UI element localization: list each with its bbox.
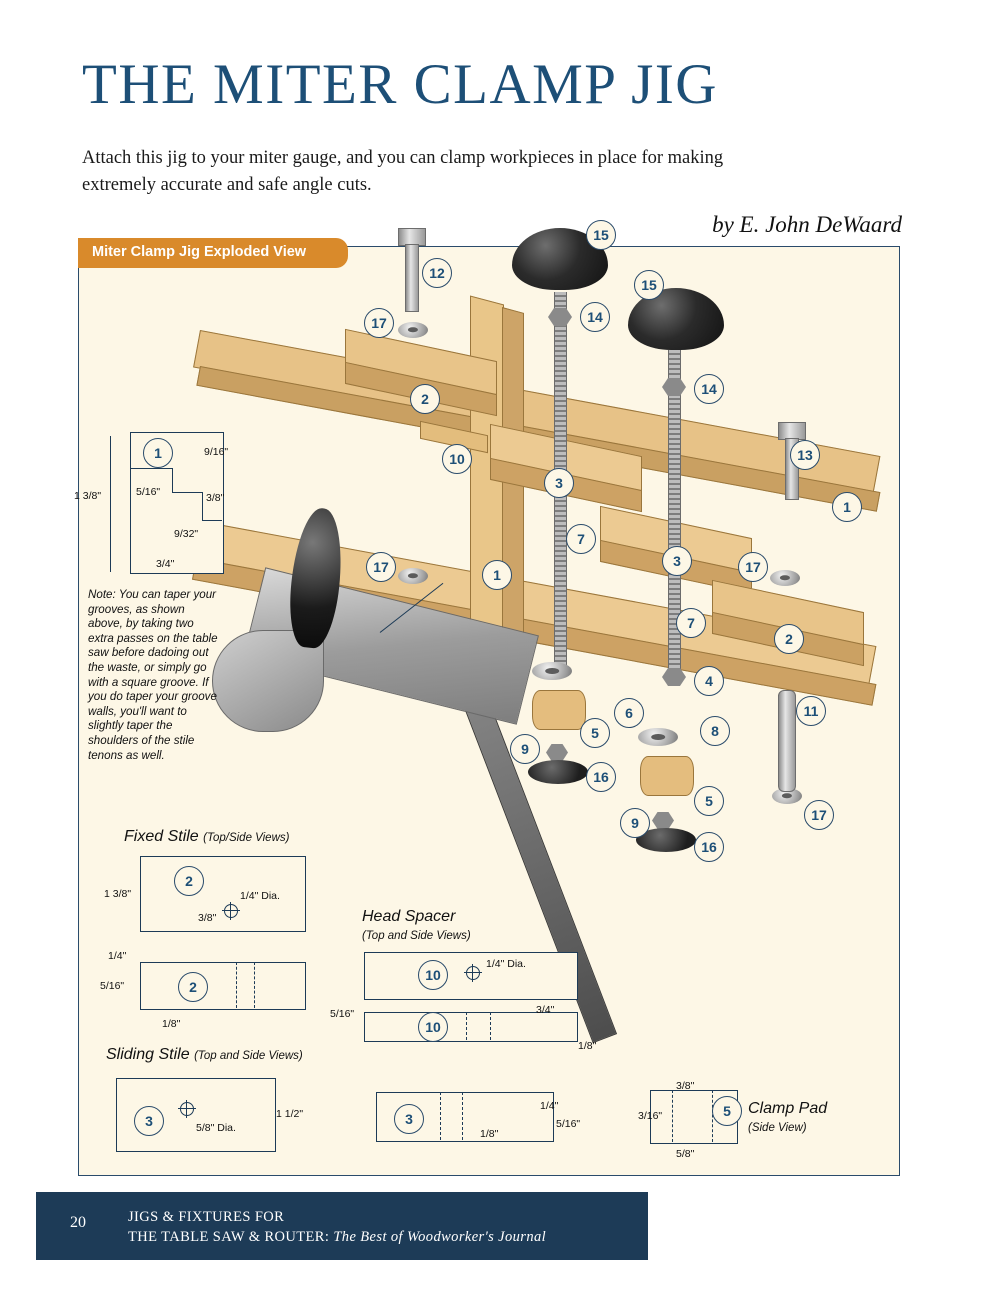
footer-line-2a: THE TABLE SAW & ROUTER:	[128, 1228, 330, 1245]
fixed-stile-side-view	[140, 962, 306, 1010]
callout-fixed-stile-side: 2	[178, 972, 208, 1002]
callout-17a: 17	[364, 308, 394, 338]
sliding-stile-dim-5: 1/8"	[480, 1128, 499, 1140]
callout-10: 10	[442, 444, 472, 474]
head-spacer-dim-3: 3/4"	[536, 1004, 555, 1016]
callout-2b: 2	[774, 624, 804, 654]
profile-step-2	[172, 468, 173, 492]
sliding-stile-dim-3: 1/4"	[540, 1100, 559, 1112]
sliding-stile-dim-4: 5/16"	[556, 1118, 581, 1130]
washer-17a	[398, 322, 428, 338]
callout-5b: 5	[694, 786, 724, 816]
profile-step-4	[202, 492, 203, 520]
callout-13: 13	[790, 440, 820, 470]
callout-2a: 2	[410, 384, 440, 414]
clamp-pad-dim-1: 3/8"	[676, 1080, 695, 1092]
page-number: 20	[70, 1214, 86, 1231]
sliding-stile-dim-1: 1 1/2"	[276, 1108, 304, 1120]
taper-note: Note: You can taper your grooves, as shown above, by taking two extra passes on the table saw before dadoing out the waste, or simply go with a square groove. If you do taper your groove walls, you'll want to slightly taper the shoulders of the stile tenons as well.	[88, 588, 218, 762]
fixed-stile-views: (Top/Side Views)	[203, 832, 290, 844]
fixed-stile-dim-1: 1 3/8"	[104, 888, 132, 900]
profile-dim-1: 1 3/8"	[74, 490, 102, 502]
callout-3a: 3	[544, 468, 574, 498]
callout-5a: 5	[580, 718, 610, 748]
head-spacer-dash-1	[466, 1012, 467, 1040]
fixed-stile-dash-1	[236, 962, 237, 1008]
fixed-stile-heading	[124, 828, 289, 846]
callout-3b: 3	[662, 546, 692, 576]
head-spacer-hole	[466, 966, 480, 980]
profile-step-1	[130, 468, 172, 469]
callout-head-spacer-top: 10	[418, 960, 448, 990]
profile-dim-6: 3/4"	[156, 558, 175, 570]
head-spacer-views: (Top and Side Views)	[362, 930, 471, 942]
callout-1-mid: 1	[482, 560, 512, 590]
callout-7b: 7	[676, 608, 706, 638]
fixed-stile-dash-2	[254, 962, 255, 1008]
callout-11: 11	[796, 696, 826, 726]
callout-17b: 17	[366, 552, 396, 582]
profile-step-3	[172, 492, 202, 493]
callout-17d: 17	[804, 800, 834, 830]
callout-8: 8	[700, 716, 730, 746]
sliding-stile-heading	[106, 1046, 303, 1064]
footer-citation	[128, 1208, 546, 1247]
sliding-stile-dash-2	[462, 1092, 463, 1140]
washer-8	[638, 728, 678, 746]
sliding-stile-dash-1	[440, 1092, 441, 1140]
clamp-pad-title: Clamp Pad	[748, 1100, 828, 1117]
callout-sliding-stile-side: 3	[394, 1104, 424, 1134]
callout-15b: 15	[634, 270, 664, 300]
callout-12: 12	[422, 258, 452, 288]
callout-9b: 9	[620, 808, 650, 838]
head-spacer-title: Head Spacer	[362, 908, 456, 925]
callout-1-right: 1	[832, 492, 862, 522]
fixed-stile-dim-6: 1/8"	[162, 1018, 181, 1030]
callout-15a: 15	[586, 220, 616, 250]
article-subtitle: Attach this jig to your miter gauge, and you can clamp workpieces in place for making extremely accurate and safe angle cuts.	[82, 148, 724, 195]
callout-9a: 9	[510, 734, 540, 764]
callout-6: 6	[614, 698, 644, 728]
fixed-stile-dim-4: 1/4"	[108, 950, 127, 962]
sliding-stile-title: Sliding Stile	[106, 1046, 190, 1063]
callout-clamp-pad: 5	[712, 1096, 742, 1126]
page-title: THE MITER CLAMP JIG	[82, 53, 718, 116]
clamp-pad-views: (Side View)	[748, 1122, 807, 1134]
clamp-pad-dash-1	[672, 1090, 673, 1142]
profile-dim-4: 3/8"	[206, 492, 225, 504]
fixed-stile-hole	[224, 904, 238, 918]
callout-sliding-stile-top: 3	[134, 1106, 164, 1136]
washer-17b	[398, 568, 428, 584]
head-spacer-dash-2	[490, 1012, 491, 1040]
head-spacer-dim-1: 1/4" Dia.	[486, 958, 526, 970]
head-spacer-side-view	[364, 1012, 578, 1042]
fixed-stile-dim-5: 5/16"	[100, 980, 125, 992]
profile-dim-left-line	[110, 436, 111, 572]
fixed-stile-top-view	[140, 856, 306, 932]
callout-fixed-stile-top: 2	[174, 866, 204, 896]
sliding-stile-dim-2: 5/8" Dia.	[196, 1122, 236, 1134]
panel-tab	[78, 238, 348, 268]
profile-step-5	[202, 520, 222, 521]
footer-line-2b: The Best of Woodworker's Journal	[333, 1228, 547, 1245]
footer-line-1: JIGS & FIXTURES FOR	[128, 1209, 285, 1225]
clamp-pad-dim-2: 3/16"	[638, 1110, 663, 1122]
sliding-stile-views: (Top and Side Views)	[194, 1050, 303, 1062]
callout-7a: 7	[566, 524, 596, 554]
head-spacer-dim-4: 1/8"	[578, 1040, 597, 1052]
callout-1-profile: 1	[143, 438, 173, 468]
clamp-puck-5a	[532, 690, 586, 730]
clamp-puck-5b	[640, 756, 694, 796]
rubber-pad-16a	[528, 760, 588, 784]
bolt-12-shank	[405, 244, 419, 312]
fixed-stile-dim-3: 1/4" Dia.	[240, 890, 280, 902]
callout-14b: 14	[694, 374, 724, 404]
byline: by E. John DeWaard	[712, 212, 902, 237]
washer-6	[532, 662, 572, 680]
callout-4: 4	[694, 666, 724, 696]
fixed-stile-dim-2: 3/8"	[198, 912, 217, 924]
clamp-pad-dim-3: 5/8"	[676, 1148, 695, 1160]
sliding-stile-hole	[180, 1102, 194, 1116]
callout-16a: 16	[586, 762, 616, 792]
clamp-pad-heading	[748, 1100, 827, 1136]
callout-17c: 17	[738, 552, 768, 582]
fixed-stile-title: Fixed Stile	[124, 828, 199, 845]
panel-tab-label: Miter Clamp Jig Exploded View	[92, 244, 307, 260]
callout-head-spacer-side: 10	[418, 1012, 448, 1042]
callout-14a: 14	[580, 302, 610, 332]
profile-dim-5: 9/32"	[174, 528, 199, 540]
washer-17c	[770, 570, 800, 586]
dowel-11	[778, 690, 796, 792]
profile-dim-3: 5/16"	[136, 486, 161, 498]
callout-16b: 16	[694, 832, 724, 862]
profile-dim-2: 9/16"	[204, 446, 229, 458]
footer-left-block	[0, 1192, 36, 1260]
head-spacer-dim-2: 5/16"	[330, 1008, 355, 1020]
head-spacer-heading	[362, 908, 471, 944]
